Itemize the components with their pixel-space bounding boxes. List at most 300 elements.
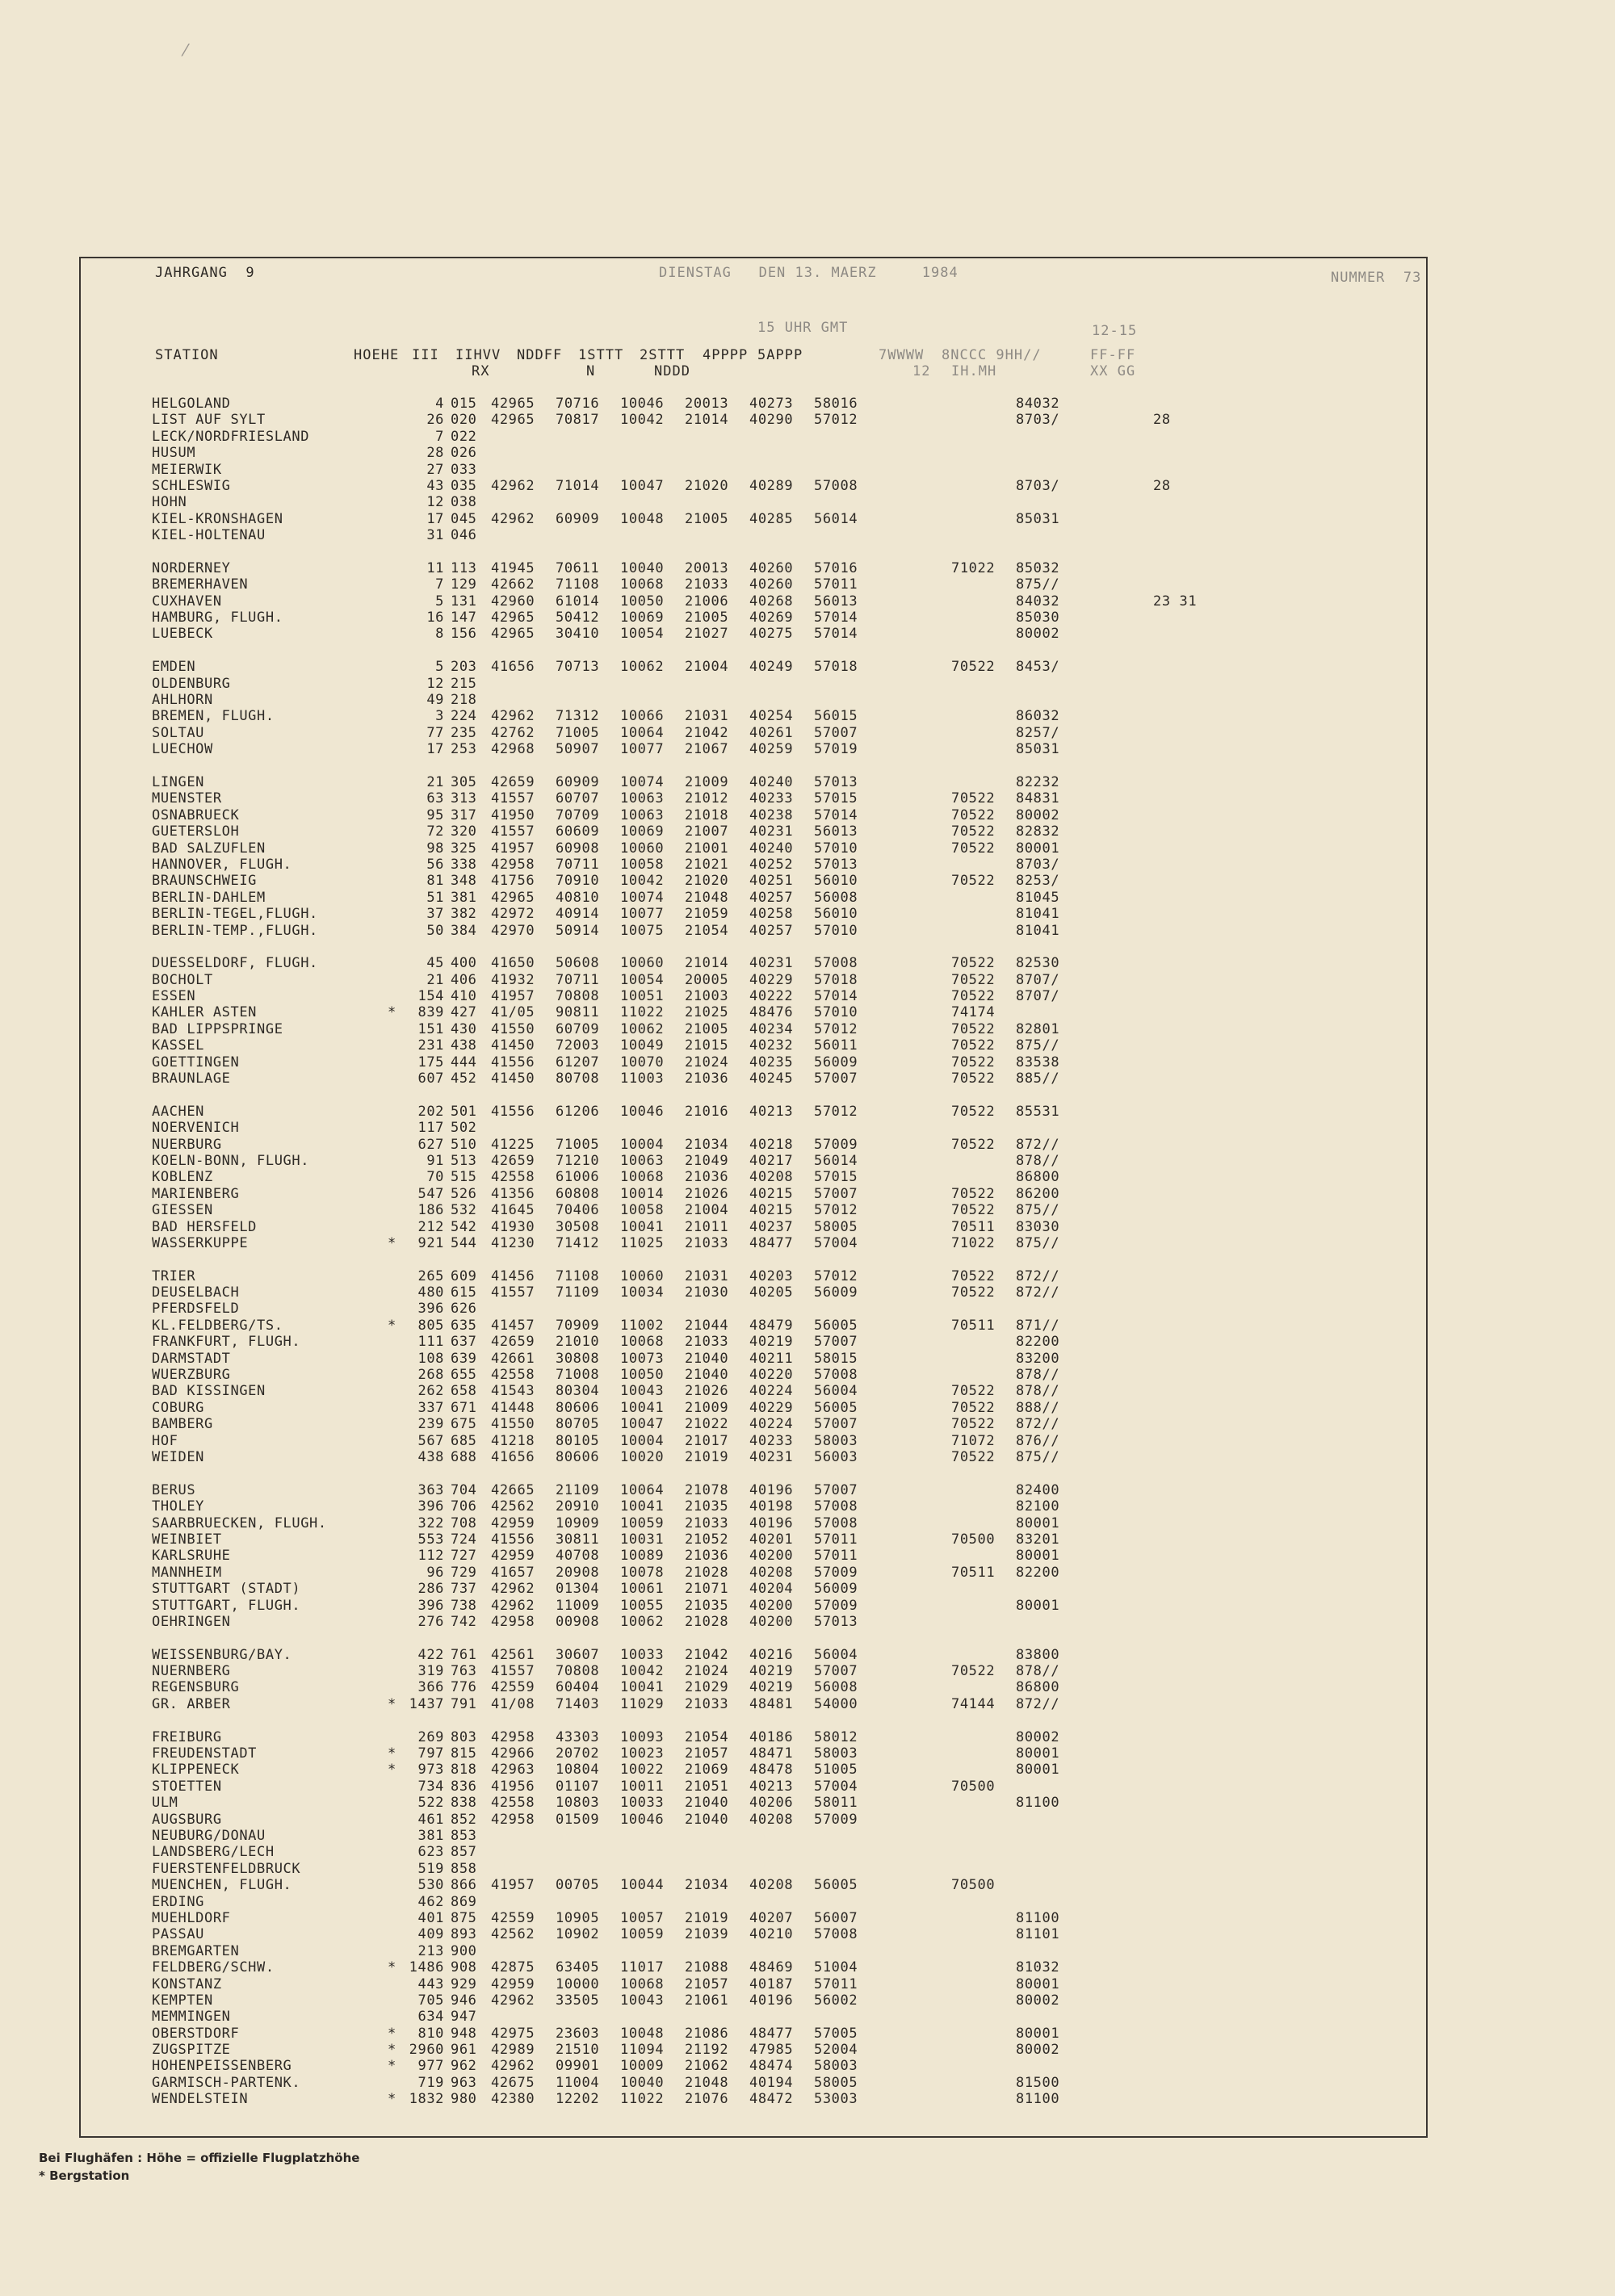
cell-n: 81500 xyxy=(1016,2074,1060,2091)
cell-name: LIST AUF SYLT xyxy=(152,412,266,429)
cell-name: HUSUM xyxy=(152,445,196,462)
col-12: 12 xyxy=(912,363,931,379)
cell-g5: 40186 xyxy=(749,1728,794,1745)
cell-star: * xyxy=(388,1745,396,1762)
cell-hoehe: 70 xyxy=(426,1169,444,1186)
table-row xyxy=(152,610,1412,626)
cell-g4: 21026 xyxy=(685,1383,729,1400)
cell-g5: 40290 xyxy=(749,412,794,429)
cell-g1: 41957 xyxy=(491,988,535,1005)
cell-iii: 869 xyxy=(451,1893,477,1910)
cell-iii: 218 xyxy=(451,692,477,709)
cell-iii: 046 xyxy=(451,527,477,544)
cell-g5: 40207 xyxy=(749,1909,794,1926)
cell-g2: 70910 xyxy=(556,873,600,890)
cell-g6: 57010 xyxy=(814,922,858,939)
cell-g5: 48474 xyxy=(749,2058,794,2075)
cell-w: 70500 xyxy=(951,1531,996,1548)
table-row xyxy=(152,1351,1412,1367)
table-row xyxy=(152,1795,1412,1811)
ff-range: 12-15 xyxy=(1092,323,1138,339)
cell-g4: 21003 xyxy=(685,988,729,1005)
cell-g6: 57012 xyxy=(814,1103,858,1120)
cell-g3: 10050 xyxy=(620,593,665,610)
table-row xyxy=(152,1498,1412,1515)
cell-w: 70522 xyxy=(951,1103,996,1120)
cell-g2: 70711 xyxy=(556,971,600,988)
cell-n: 81032 xyxy=(1016,1959,1060,1976)
cell-n: 875// xyxy=(1016,1037,1060,1054)
table-row xyxy=(152,741,1412,757)
cell-g1: 41945 xyxy=(491,559,535,576)
cell-name: BREMGARTEN xyxy=(152,1942,240,1959)
cell-g5: 40196 xyxy=(749,1481,794,1498)
cell-name: SCHLESWIG xyxy=(152,477,231,494)
cell-iii: 515 xyxy=(451,1169,477,1186)
cell-name: STUTTGART (STADT) xyxy=(152,1581,301,1598)
cell-iii: 224 xyxy=(451,708,477,725)
cell-g3: 10049 xyxy=(620,1037,665,1054)
table-row xyxy=(152,1515,1412,1531)
cell-g3: 10041 xyxy=(620,1679,665,1696)
cell-g6: 57008 xyxy=(814,1926,858,1943)
table-row xyxy=(152,1598,1412,1614)
cell-w: 70511 xyxy=(951,1564,996,1581)
cell-g5: 40233 xyxy=(749,1432,794,1449)
cell-name: WUERZBURG xyxy=(152,1367,231,1384)
cell-hoehe: 396 xyxy=(417,1498,444,1515)
cell-g2: 80606 xyxy=(556,1449,600,1465)
observation-time: 15 UHR GMT xyxy=(757,320,849,336)
cell-g5: 40240 xyxy=(749,840,794,857)
cell-g2: 61014 xyxy=(556,593,600,610)
cell-n: 875// xyxy=(1016,1234,1060,1251)
cell-g4: 21019 xyxy=(685,1449,729,1465)
cell-g2: 40708 xyxy=(556,1548,600,1565)
cell-g4: 21048 xyxy=(685,2074,729,2091)
table-row xyxy=(152,576,1412,593)
cell-g6: 57005 xyxy=(814,2025,858,2042)
cell-hoehe: 3 xyxy=(435,708,444,725)
cell-g3: 10073 xyxy=(620,1350,665,1367)
cell-hoehe: 268 xyxy=(417,1367,444,1384)
cell-hoehe: 21 xyxy=(426,971,444,988)
cell-g6: 57012 xyxy=(814,1267,858,1284)
cell-name: EMDEN xyxy=(152,659,196,676)
cell-g3: 10077 xyxy=(620,906,665,923)
cell-hoehe: 51 xyxy=(426,889,444,906)
cell-iii: 235 xyxy=(451,724,477,741)
cell-name: BAD HERSFELD xyxy=(152,1218,258,1235)
cell-n: 80001 xyxy=(1016,840,1060,857)
cell-g2: 01304 xyxy=(556,1581,600,1598)
table-row xyxy=(152,2058,1412,2074)
cell-star: * xyxy=(388,2058,396,2075)
cell-g4: 21048 xyxy=(685,889,729,906)
cell-g6: 56013 xyxy=(814,823,858,840)
cell-n: 86032 xyxy=(1016,708,1060,725)
table-row xyxy=(152,1679,1412,1695)
cell-w: 70522 xyxy=(951,790,996,807)
cell-hoehe: 522 xyxy=(417,1795,444,1812)
cell-hoehe: 27 xyxy=(426,461,444,478)
cell-g6: 57009 xyxy=(814,1597,858,1614)
cell-g3: 10093 xyxy=(620,1728,665,1745)
cell-g3: 10061 xyxy=(620,1581,665,1598)
cell-w: 70522 xyxy=(951,1070,996,1087)
cell-g2: 10804 xyxy=(556,1762,600,1779)
cell-g4: 21026 xyxy=(685,1185,729,1202)
cell-iii: 609 xyxy=(451,1267,477,1284)
cell-g5: 40187 xyxy=(749,1975,794,1992)
cell-g1: 41756 xyxy=(491,873,535,890)
cell-w: 70500 xyxy=(951,1778,996,1795)
cell-name: KEMPTEN xyxy=(152,1992,213,2009)
cell-g5: 40204 xyxy=(749,1581,794,1598)
table-row xyxy=(152,1120,1412,1136)
cell-star: * xyxy=(388,1695,396,1712)
cell-hoehe: 461 xyxy=(417,1811,444,1828)
cell-g5: 40269 xyxy=(749,610,794,626)
table-row xyxy=(152,1004,1412,1020)
cell-g3: 10057 xyxy=(620,1909,665,1926)
cell-name: BAD LIPPSPRINGE xyxy=(152,1020,283,1037)
cell-iii: 857 xyxy=(451,1844,477,1861)
cell-g5: 40216 xyxy=(749,1646,794,1663)
cell-g3: 10009 xyxy=(620,2058,665,2075)
table-row xyxy=(152,1449,1412,1465)
cell-iii: 045 xyxy=(451,510,477,527)
cell-g1: 42662 xyxy=(491,576,535,593)
cell-g4: 21028 xyxy=(685,1613,729,1630)
cell-g3: 10064 xyxy=(620,724,665,741)
cell-g3: 10074 xyxy=(620,773,665,790)
cell-hoehe: 1486 xyxy=(409,1959,444,1976)
cell-name: FELDBERG/SCHW. xyxy=(152,1959,275,1976)
cell-name: DEUSELBACH xyxy=(152,1284,240,1301)
cell-hoehe: 567 xyxy=(417,1432,444,1449)
cell-g1: 42962 xyxy=(491,1992,535,2009)
cell-g4: 21042 xyxy=(685,724,729,741)
cell-g5: 40229 xyxy=(749,1399,794,1416)
cell-g3: 10042 xyxy=(620,412,665,429)
pen-mark: ⁄ xyxy=(184,40,187,60)
table-row xyxy=(152,1137,1412,1153)
table-row xyxy=(152,659,1412,675)
cell-name: FRANKFURT, FLUGH. xyxy=(152,1334,301,1351)
cell-name: ULM xyxy=(152,1795,178,1812)
cell-hoehe: 98 xyxy=(426,840,444,857)
cell-hoehe: 81 xyxy=(426,873,444,890)
cell-iii: 526 xyxy=(451,1185,477,1202)
cell-g3: 10044 xyxy=(620,1877,665,1894)
cell-g1: 42562 xyxy=(491,1926,535,1943)
group-gap xyxy=(152,1087,1412,1103)
cell-hoehe: 5 xyxy=(435,593,444,610)
cell-g1: 42989 xyxy=(491,2042,535,2059)
cell-g1: 41230 xyxy=(491,1234,535,1251)
cell-g3: 10062 xyxy=(620,1020,665,1037)
cell-hoehe: 839 xyxy=(417,1004,444,1021)
cell-g3: 10058 xyxy=(620,1202,665,1219)
cell-g1: 41448 xyxy=(491,1399,535,1416)
cell-ff: 28 xyxy=(1153,477,1171,494)
cell-name: NEUBURG/DONAU xyxy=(152,1827,266,1844)
cell-g5: 48476 xyxy=(749,1004,794,1021)
cell-name: HOHN xyxy=(152,494,187,511)
table-row xyxy=(152,955,1412,971)
cell-g5: 40285 xyxy=(749,510,794,527)
cell-n: 84032 xyxy=(1016,396,1060,412)
cell-name: AACHEN xyxy=(152,1103,205,1120)
cell-w: 70522 xyxy=(951,1383,996,1400)
cell-g6: 56005 xyxy=(814,1317,858,1334)
cell-g6: 56004 xyxy=(814,1383,858,1400)
cell-g5: 48469 xyxy=(749,1959,794,1976)
cell-iii: 626 xyxy=(451,1301,477,1318)
cell-g3: 11022 xyxy=(620,2091,665,2108)
table-row xyxy=(152,593,1412,610)
cell-g4: 21004 xyxy=(685,659,729,676)
cell-name: BAD KISSINGEN xyxy=(152,1383,266,1400)
cell-name: REGENSBURG xyxy=(152,1679,240,1696)
cell-g6: 57014 xyxy=(814,988,858,1005)
cell-g4: 21029 xyxy=(685,1679,729,1696)
cell-hoehe: 401 xyxy=(417,1909,444,1926)
cell-name: LUECHOW xyxy=(152,741,213,758)
cell-g1: 41450 xyxy=(491,1070,535,1087)
cell-g2: 71312 xyxy=(556,708,600,725)
cell-g6: 57011 xyxy=(814,1531,858,1548)
cell-g1: 42659 xyxy=(491,1334,535,1351)
cell-g5: 40273 xyxy=(749,396,794,412)
cell-g1: 42675 xyxy=(491,2074,535,2091)
cell-iii: 022 xyxy=(451,428,477,445)
cell-g6: 57012 xyxy=(814,412,858,429)
cell-hoehe: 12 xyxy=(426,675,444,692)
cell-g6: 57010 xyxy=(814,840,858,857)
table-row xyxy=(152,1482,1412,1498)
cell-g6: 58012 xyxy=(814,1728,858,1745)
cell-g3: 10060 xyxy=(620,1267,665,1284)
cell-name: KLIPPENECK xyxy=(152,1762,240,1779)
cell-g3: 11094 xyxy=(620,2042,665,2059)
cell-g2: 10905 xyxy=(556,1909,600,1926)
cell-g1: 41543 xyxy=(491,1383,535,1400)
cell-g3: 10022 xyxy=(620,1762,665,1779)
cell-hoehe: 462 xyxy=(417,1893,444,1910)
cell-iii: 866 xyxy=(451,1877,477,1894)
col-nddd: NDDD xyxy=(654,363,690,379)
cell-g2: 60909 xyxy=(556,773,600,790)
cell-g1: 42558 xyxy=(491,1367,535,1384)
table-row xyxy=(152,478,1412,494)
cell-g6: 56002 xyxy=(814,1992,858,2009)
cell-name: NOERVENICH xyxy=(152,1120,240,1137)
cell-g2: 70406 xyxy=(556,1202,600,1219)
cell-g6: 57007 xyxy=(814,1663,858,1680)
cell-g4: 21024 xyxy=(685,1663,729,1680)
cell-g4: 20013 xyxy=(685,559,729,576)
cell-g3: 11025 xyxy=(620,1234,665,1251)
table-row xyxy=(152,1663,1412,1679)
cell-g5: 40198 xyxy=(749,1498,794,1515)
table-row xyxy=(152,857,1412,873)
cell-g6: 57009 xyxy=(814,1136,858,1153)
table-row xyxy=(152,445,1412,461)
cell-g5: 40233 xyxy=(749,790,794,807)
cell-name: KOBLENZ xyxy=(152,1169,213,1186)
cell-g1: 41550 xyxy=(491,1020,535,1037)
cell-name: OLDENBURG xyxy=(152,675,231,692)
table-row xyxy=(152,1828,1412,1844)
cell-g1: 41225 xyxy=(491,1136,535,1153)
cell-n: 8257/ xyxy=(1016,724,1060,741)
cell-iii: 015 xyxy=(451,396,477,412)
cell-g2: 70808 xyxy=(556,1663,600,1680)
table-row xyxy=(152,676,1412,692)
cell-g6: 58003 xyxy=(814,1432,858,1449)
cell-iii: 444 xyxy=(451,1054,477,1070)
cell-w: 70522 xyxy=(951,955,996,972)
cell-n: 80002 xyxy=(1016,1992,1060,2009)
cell-iii: 727 xyxy=(451,1548,477,1565)
cell-hoehe: 443 xyxy=(417,1975,444,1992)
cell-g4: 21057 xyxy=(685,1745,729,1762)
table-row xyxy=(152,1037,1412,1054)
cell-w: 70522 xyxy=(951,1202,996,1219)
cell-g5: 48477 xyxy=(749,1234,794,1251)
cell-name: HOF xyxy=(152,1432,178,1449)
cell-g1: 41/08 xyxy=(491,1695,535,1712)
table-row xyxy=(152,1169,1412,1185)
cell-g3: 10033 xyxy=(620,1795,665,1812)
cell-g4: 21051 xyxy=(685,1778,729,1795)
cell-g4: 21033 xyxy=(685,576,729,593)
cell-g4: 21020 xyxy=(685,873,729,890)
cell-iii: 215 xyxy=(451,675,477,692)
cell-hoehe: 28 xyxy=(426,445,444,462)
cell-n: 86200 xyxy=(1016,1185,1060,1202)
cell-g2: 71108 xyxy=(556,576,600,593)
cell-g4: 21005 xyxy=(685,1020,729,1037)
cell-g4: 21061 xyxy=(685,1992,729,2009)
cell-g6: 57019 xyxy=(814,741,858,758)
table-row xyxy=(152,1268,1412,1284)
cell-hoehe: 977 xyxy=(417,2058,444,2075)
cell-g4: 21020 xyxy=(685,477,729,494)
cell-n: 8453/ xyxy=(1016,659,1060,676)
cell-g1: 41645 xyxy=(491,1202,535,1219)
cell-hoehe: 262 xyxy=(417,1383,444,1400)
cell-hoehe: 108 xyxy=(417,1350,444,1367)
cell-g6: 54000 xyxy=(814,1695,858,1712)
cell-g2: 60404 xyxy=(556,1679,600,1696)
cell-hoehe: 286 xyxy=(417,1581,444,1598)
cell-hoehe: 63 xyxy=(426,790,444,807)
cell-g2: 60609 xyxy=(556,823,600,840)
cell-g2: 70716 xyxy=(556,396,600,412)
col-n: N xyxy=(586,363,596,379)
cell-g2: 00908 xyxy=(556,1613,600,1630)
cell-g3: 10004 xyxy=(620,1136,665,1153)
table-row xyxy=(152,1104,1412,1120)
cell-hoehe: 95 xyxy=(426,807,444,823)
cell-hoehe: 175 xyxy=(417,1054,444,1070)
cell-n: 83201 xyxy=(1016,1531,1060,1548)
cell-g5: 40229 xyxy=(749,971,794,988)
cell-hoehe: 810 xyxy=(417,2025,444,2042)
cell-n: 85531 xyxy=(1016,1103,1060,1120)
table-row xyxy=(152,1877,1412,1893)
cell-hoehe: 2960 xyxy=(409,2042,444,2059)
cell-g2: 10803 xyxy=(556,1795,600,1812)
cell-g3: 10063 xyxy=(620,790,665,807)
cell-n: 80001 xyxy=(1016,1975,1060,1992)
cell-g1: 42959 xyxy=(491,1548,535,1565)
cell-hoehe: 56 xyxy=(426,856,444,873)
cell-name: CUXHAVEN xyxy=(152,593,222,610)
cell-w: 71022 xyxy=(951,559,996,576)
cell-n: 83200 xyxy=(1016,1350,1060,1367)
cell-g1: 42962 xyxy=(491,510,535,527)
cell-name: GIESSEN xyxy=(152,1202,213,1219)
cell-g6: 57013 xyxy=(814,856,858,873)
cell-g4: 21025 xyxy=(685,1004,729,1021)
cell-g4: 21028 xyxy=(685,1564,729,1581)
cell-g5: 40210 xyxy=(749,1926,794,1943)
table-row xyxy=(152,1367,1412,1383)
table-row xyxy=(152,1762,1412,1778)
cell-star: * xyxy=(388,1004,396,1021)
cell-g6: 57008 xyxy=(814,1367,858,1384)
cell-g4: 21035 xyxy=(685,1498,729,1515)
cell-n: 80002 xyxy=(1016,1728,1060,1745)
cell-iii: 038 xyxy=(451,494,477,511)
cell-g6: 57012 xyxy=(814,1202,858,1219)
col-2sttt: 2STTT xyxy=(640,347,686,363)
cell-iii: 803 xyxy=(451,1728,477,1745)
cell-w: 70522 xyxy=(951,1267,996,1284)
col-iihvv: IIHVV xyxy=(455,347,501,363)
cell-g6: 58005 xyxy=(814,1218,858,1235)
cell-g3: 10020 xyxy=(620,1449,665,1465)
cell-hoehe: 117 xyxy=(417,1120,444,1137)
cell-n: 86800 xyxy=(1016,1169,1060,1186)
cell-g3: 10078 xyxy=(620,1564,665,1581)
cell-g6: 57014 xyxy=(814,610,858,626)
cell-n: 81101 xyxy=(1016,1926,1060,1943)
cell-g5: 40224 xyxy=(749,1416,794,1433)
cell-g4: 21033 xyxy=(685,1334,729,1351)
cell-g6: 56005 xyxy=(814,1399,858,1416)
cell-g5: 40289 xyxy=(749,477,794,494)
cell-n: 81100 xyxy=(1016,2091,1060,2108)
cell-g2: 43303 xyxy=(556,1728,600,1745)
cell-hoehe: 154 xyxy=(417,988,444,1005)
cell-n: 82400 xyxy=(1016,1481,1060,1498)
cell-g5: 40275 xyxy=(749,626,794,643)
table-row xyxy=(152,412,1412,428)
cell-name: BERLIN-DAHLEM xyxy=(152,889,266,906)
cell-g1: 42962 xyxy=(491,477,535,494)
cell-hoehe: 16 xyxy=(426,610,444,626)
cell-g6: 57012 xyxy=(814,1020,858,1037)
cell-g6: 56005 xyxy=(814,1877,858,1894)
cell-n: 82100 xyxy=(1016,1498,1060,1515)
cell-hoehe: 111 xyxy=(417,1334,444,1351)
cell-g4: 21031 xyxy=(685,1267,729,1284)
